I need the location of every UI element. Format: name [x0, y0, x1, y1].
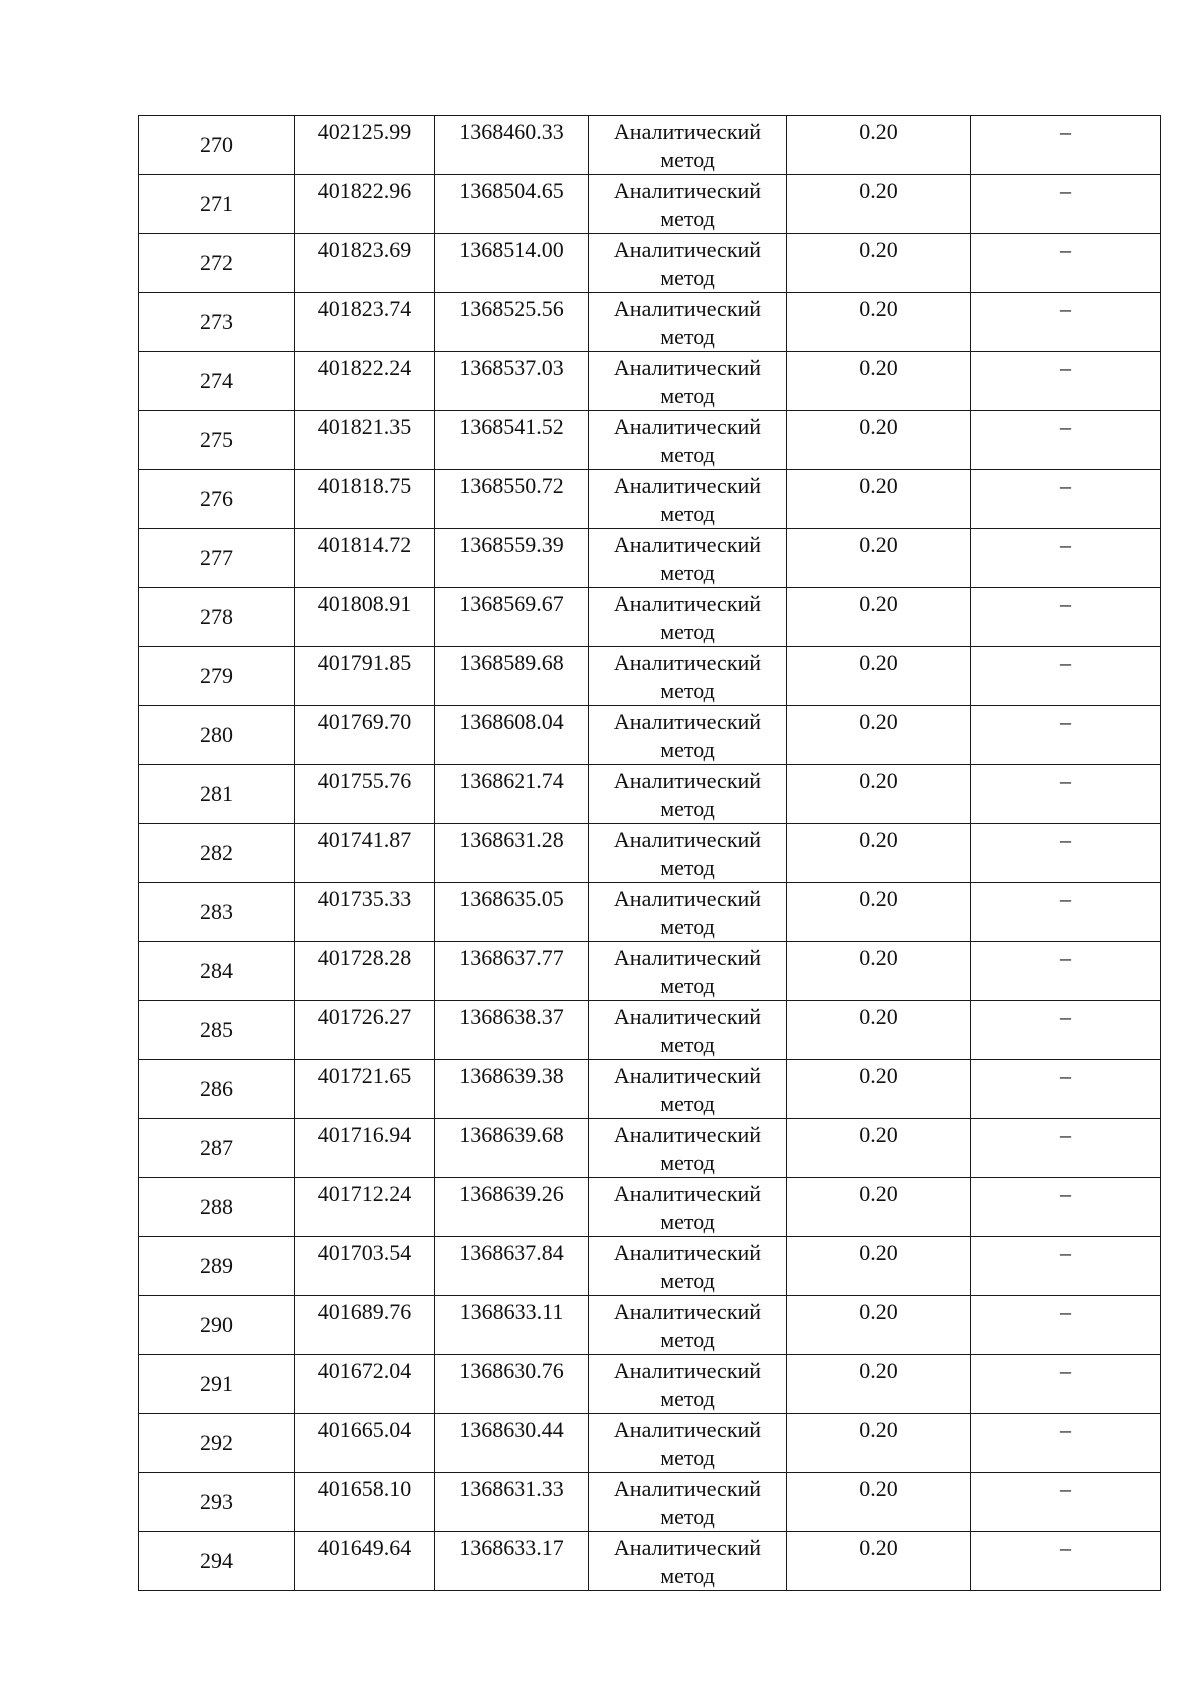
method-cell [589, 647, 787, 706]
note-cell: – [971, 234, 1161, 293]
note-cell: – [971, 942, 1161, 1001]
y-coordinate-cell: 1368621.74 [435, 765, 589, 824]
accuracy-value-cell: 0.20 [787, 411, 971, 470]
x-coordinate-cell: 401735.33 [295, 883, 435, 942]
x-coordinate-cell: 401672.04 [295, 1355, 435, 1414]
method-line-1: Аналитический [613, 296, 762, 321]
y-coordinate-cell: 1368608.04 [435, 706, 589, 765]
table-row [139, 116, 1161, 175]
y-coordinate-cell: 1368630.76 [435, 1355, 589, 1414]
note-cell: – [971, 1178, 1161, 1237]
method-cell [589, 706, 787, 765]
method-line-2: метод [660, 501, 715, 526]
method-line-2: метод [660, 914, 715, 939]
x-coordinate-cell: 401658.10 [295, 1473, 435, 1532]
y-coordinate-cell: 1368638.37 [435, 1001, 589, 1060]
note-cell: – [971, 883, 1161, 942]
x-coordinate-cell: 401728.28 [295, 942, 435, 1001]
method-line-2: метод [660, 147, 715, 172]
method-line-2: метод [660, 737, 715, 762]
method-cell [589, 352, 787, 411]
accuracy-value-cell: 0.20 [787, 1001, 971, 1060]
method-cell [589, 470, 787, 529]
method-line-2: метод [660, 560, 715, 585]
note-cell: – [971, 1414, 1161, 1473]
method-line-1: Аналитический [613, 1417, 762, 1442]
method-line-1: Аналитический [613, 473, 762, 498]
method-line-1: Аналитический [613, 355, 762, 380]
table-row [139, 1532, 1161, 1591]
table-row [139, 470, 1161, 529]
coordinates-table [138, 115, 1161, 1591]
point-number-cell: 285 [139, 1001, 295, 1060]
point-number-cell: 283 [139, 883, 295, 942]
point-number-cell: 276 [139, 470, 295, 529]
method-line-1: Аналитический [613, 178, 762, 203]
x-coordinate-cell: 401823.69 [295, 234, 435, 293]
y-coordinate-cell: 1368633.11 [435, 1296, 589, 1355]
accuracy-value-cell: 0.20 [787, 883, 971, 942]
method-cell [589, 1178, 787, 1237]
note-cell: – [971, 1237, 1161, 1296]
point-number-cell: 273 [139, 293, 295, 352]
method-line-1: Аналитический [613, 1240, 762, 1265]
point-number-cell: 280 [139, 706, 295, 765]
method-cell [589, 824, 787, 883]
point-number-cell: 272 [139, 234, 295, 293]
x-coordinate-cell: 401649.64 [295, 1532, 435, 1591]
x-coordinate-cell: 401703.54 [295, 1237, 435, 1296]
method-cell [589, 234, 787, 293]
point-number-cell: 291 [139, 1355, 295, 1414]
method-cell [589, 411, 787, 470]
note-cell: – [971, 706, 1161, 765]
point-number-cell: 286 [139, 1060, 295, 1119]
y-coordinate-cell: 1368639.26 [435, 1178, 589, 1237]
accuracy-value-cell: 0.20 [787, 352, 971, 411]
y-coordinate-cell: 1368639.38 [435, 1060, 589, 1119]
x-coordinate-cell: 401769.70 [295, 706, 435, 765]
note-cell: – [971, 1532, 1161, 1591]
table-row [139, 706, 1161, 765]
y-coordinate-cell: 1368633.17 [435, 1532, 589, 1591]
accuracy-value-cell: 0.20 [787, 1237, 971, 1296]
y-coordinate-cell: 1368460.33 [435, 116, 589, 175]
y-coordinate-cell: 1368514.00 [435, 234, 589, 293]
method-line-2: метод [660, 265, 715, 290]
method-cell [589, 529, 787, 588]
method-line-1: Аналитический [613, 1535, 762, 1560]
method-cell [589, 1296, 787, 1355]
accuracy-value-cell: 0.20 [787, 824, 971, 883]
y-coordinate-cell: 1368537.03 [435, 352, 589, 411]
x-coordinate-cell: 401755.76 [295, 765, 435, 824]
method-cell [589, 293, 787, 352]
table-row [139, 411, 1161, 470]
method-line-1: Аналитический [613, 945, 762, 970]
point-number-cell: 293 [139, 1473, 295, 1532]
y-coordinate-cell: 1368569.67 [435, 588, 589, 647]
accuracy-value-cell: 0.20 [787, 116, 971, 175]
method-line-2: метод [660, 1563, 715, 1588]
method-cell [589, 175, 787, 234]
x-coordinate-cell: 401741.87 [295, 824, 435, 883]
method-line-2: метод [660, 973, 715, 998]
method-line-1: Аналитический [613, 119, 762, 144]
accuracy-value-cell: 0.20 [787, 1532, 971, 1591]
note-cell: – [971, 1296, 1161, 1355]
method-line-1: Аналитический [613, 1476, 762, 1501]
accuracy-value-cell: 0.20 [787, 1119, 971, 1178]
method-cell [589, 116, 787, 175]
table-row [139, 352, 1161, 411]
method-cell [589, 588, 787, 647]
accuracy-value-cell: 0.20 [787, 765, 971, 824]
table-row [139, 765, 1161, 824]
x-coordinate-cell: 401818.75 [295, 470, 435, 529]
method-cell [589, 1355, 787, 1414]
method-cell [589, 765, 787, 824]
note-cell: – [971, 824, 1161, 883]
table-row [139, 1237, 1161, 1296]
accuracy-value-cell: 0.20 [787, 1414, 971, 1473]
x-coordinate-cell: 401808.91 [295, 588, 435, 647]
method-line-2: метод [660, 1327, 715, 1352]
method-line-1: Аналитический [613, 591, 762, 616]
method-line-2: метод [660, 1150, 715, 1175]
accuracy-value-cell: 0.20 [787, 1178, 971, 1237]
x-coordinate-cell: 401726.27 [295, 1001, 435, 1060]
method-line-1: Аналитический [613, 1181, 762, 1206]
accuracy-value-cell: 0.20 [787, 1473, 971, 1532]
method-line-1: Аналитический [613, 650, 762, 675]
method-line-1: Аналитический [613, 1358, 762, 1383]
y-coordinate-cell: 1368525.56 [435, 293, 589, 352]
method-line-1: Аналитический [613, 827, 762, 852]
method-line-2: метод [660, 1445, 715, 1470]
point-number-cell: 282 [139, 824, 295, 883]
y-coordinate-cell: 1368630.44 [435, 1414, 589, 1473]
table-row [139, 1355, 1161, 1414]
y-coordinate-cell: 1368635.05 [435, 883, 589, 942]
x-coordinate-cell: 401823.74 [295, 293, 435, 352]
accuracy-value-cell: 0.20 [787, 293, 971, 352]
method-line-1: Аналитический [613, 1004, 762, 1029]
note-cell: – [971, 1355, 1161, 1414]
method-line-1: Аналитический [613, 1122, 762, 1147]
point-number-cell: 281 [139, 765, 295, 824]
y-coordinate-cell: 1368639.68 [435, 1119, 589, 1178]
method-line-2: метод [660, 1091, 715, 1116]
y-coordinate-cell: 1368637.84 [435, 1237, 589, 1296]
x-coordinate-cell: 401716.94 [295, 1119, 435, 1178]
method-line-2: метод [660, 1268, 715, 1293]
method-line-2: метод [660, 1386, 715, 1411]
x-coordinate-cell: 401814.72 [295, 529, 435, 588]
note-cell: – [971, 175, 1161, 234]
table-row [139, 234, 1161, 293]
table-row [139, 588, 1161, 647]
method-cell [589, 942, 787, 1001]
method-cell [589, 1532, 787, 1591]
accuracy-value-cell: 0.20 [787, 588, 971, 647]
method-cell [589, 1473, 787, 1532]
method-line-2: метод [660, 619, 715, 644]
point-number-cell: 271 [139, 175, 295, 234]
x-coordinate-cell: 402125.99 [295, 116, 435, 175]
accuracy-value-cell: 0.20 [787, 1296, 971, 1355]
table-row [139, 293, 1161, 352]
method-line-2: метод [660, 206, 715, 231]
note-cell: – [971, 1060, 1161, 1119]
point-number-cell: 292 [139, 1414, 295, 1473]
method-line-1: Аналитический [613, 886, 762, 911]
point-number-cell: 289 [139, 1237, 295, 1296]
point-number-cell: 290 [139, 1296, 295, 1355]
y-coordinate-cell: 1368589.68 [435, 647, 589, 706]
table-row [139, 1296, 1161, 1355]
x-coordinate-cell: 401791.85 [295, 647, 435, 706]
x-coordinate-cell: 401822.96 [295, 175, 435, 234]
table-row [139, 942, 1161, 1001]
method-line-2: метод [660, 383, 715, 408]
note-cell: – [971, 647, 1161, 706]
note-cell: – [971, 529, 1161, 588]
note-cell: – [971, 470, 1161, 529]
table-row [139, 1060, 1161, 1119]
table-row [139, 647, 1161, 706]
note-cell: – [971, 116, 1161, 175]
note-cell: – [971, 588, 1161, 647]
method-cell [589, 1414, 787, 1473]
method-line-2: метод [660, 678, 715, 703]
x-coordinate-cell: 401822.24 [295, 352, 435, 411]
method-line-2: метод [660, 1032, 715, 1057]
method-line-1: Аналитический [613, 768, 762, 793]
table-row [139, 529, 1161, 588]
point-number-cell: 274 [139, 352, 295, 411]
point-number-cell: 275 [139, 411, 295, 470]
note-cell: – [971, 352, 1161, 411]
method-line-2: метод [660, 796, 715, 821]
table-row [139, 824, 1161, 883]
table-row [139, 1473, 1161, 1532]
method-line-1: Аналитический [613, 237, 762, 262]
method-cell [589, 1001, 787, 1060]
point-number-cell: 284 [139, 942, 295, 1001]
x-coordinate-cell: 401665.04 [295, 1414, 435, 1473]
method-line-1: Аналитический [613, 532, 762, 557]
method-line-2: метод [660, 855, 715, 880]
method-cell [589, 1237, 787, 1296]
table-row [139, 1001, 1161, 1060]
x-coordinate-cell: 401721.65 [295, 1060, 435, 1119]
method-line-1: Аналитический [613, 1063, 762, 1088]
note-cell: – [971, 765, 1161, 824]
accuracy-value-cell: 0.20 [787, 529, 971, 588]
y-coordinate-cell: 1368631.28 [435, 824, 589, 883]
accuracy-value-cell: 0.20 [787, 470, 971, 529]
point-number-cell: 288 [139, 1178, 295, 1237]
accuracy-value-cell: 0.20 [787, 647, 971, 706]
x-coordinate-cell: 401821.35 [295, 411, 435, 470]
accuracy-value-cell: 0.20 [787, 234, 971, 293]
point-number-cell: 278 [139, 588, 295, 647]
note-cell: – [971, 1119, 1161, 1178]
accuracy-value-cell: 0.20 [787, 1355, 971, 1414]
y-coordinate-cell: 1368631.33 [435, 1473, 589, 1532]
method-line-1: Аналитический [613, 414, 762, 439]
point-number-cell: 270 [139, 116, 295, 175]
y-coordinate-cell: 1368541.52 [435, 411, 589, 470]
x-coordinate-cell: 401689.76 [295, 1296, 435, 1355]
note-cell: – [971, 293, 1161, 352]
table-row [139, 1414, 1161, 1473]
method-line-2: метод [660, 442, 715, 467]
accuracy-value-cell: 0.20 [787, 942, 971, 1001]
point-number-cell: 279 [139, 647, 295, 706]
note-cell: – [971, 1001, 1161, 1060]
accuracy-value-cell: 0.20 [787, 1060, 971, 1119]
point-number-cell: 287 [139, 1119, 295, 1178]
table-body [139, 116, 1161, 1591]
accuracy-value-cell: 0.20 [787, 706, 971, 765]
point-number-cell: 294 [139, 1532, 295, 1591]
table-row [139, 1119, 1161, 1178]
y-coordinate-cell: 1368504.65 [435, 175, 589, 234]
method-line-1: Аналитический [613, 1299, 762, 1324]
y-coordinate-cell: 1368559.39 [435, 529, 589, 588]
method-line-2: метод [660, 1209, 715, 1234]
note-cell: – [971, 1473, 1161, 1532]
method-cell [589, 1060, 787, 1119]
method-line-2: метод [660, 324, 715, 349]
y-coordinate-cell: 1368550.72 [435, 470, 589, 529]
table-row [139, 1178, 1161, 1237]
table-row [139, 883, 1161, 942]
table-row [139, 175, 1161, 234]
y-coordinate-cell: 1368637.77 [435, 942, 589, 1001]
method-cell [589, 1119, 787, 1178]
method-cell [589, 883, 787, 942]
method-line-1: Аналитический [613, 709, 762, 734]
x-coordinate-cell: 401712.24 [295, 1178, 435, 1237]
method-line-2: метод [660, 1504, 715, 1529]
accuracy-value-cell: 0.20 [787, 175, 971, 234]
point-number-cell: 277 [139, 529, 295, 588]
note-cell: – [971, 411, 1161, 470]
